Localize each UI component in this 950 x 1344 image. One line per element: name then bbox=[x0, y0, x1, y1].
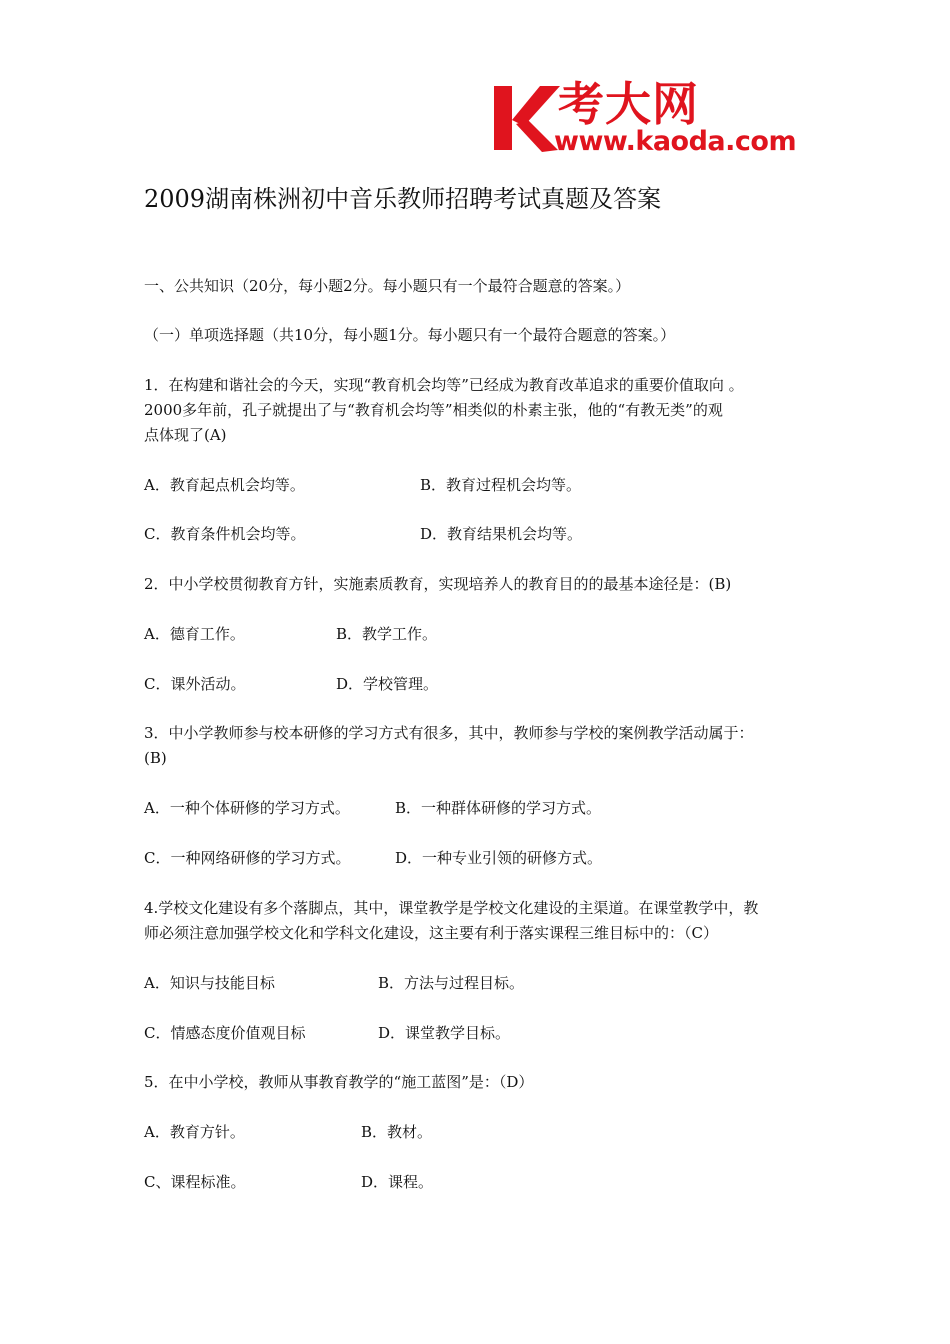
question-5-option-a: A．教育方针。 bbox=[144, 1123, 245, 1141]
question-2-option-c: C．课外活动。 bbox=[144, 675, 246, 693]
question-2-option-a: A．德育工作。 bbox=[144, 625, 245, 643]
question-4-line-2: 师必须注意加强学校文化和学科文化建设，这主要有利于落实课程三维目标中的：（C） bbox=[144, 924, 718, 942]
question-2-line-1: 2．中小学校贯彻教育方针，实施素质教育，实现培养人的教育目的的最基本途径是：(B) bbox=[144, 575, 732, 593]
logo-k-mark-icon bbox=[492, 80, 562, 156]
question-3-option-b: B．一种群体研修的学习方式。 bbox=[395, 799, 602, 817]
question-3-option-c: C．一种网络研修的学习方式。 bbox=[144, 849, 351, 867]
question-4-option-c: C．情感态度价值观目标 bbox=[144, 1024, 306, 1042]
logo-url-text: www.kaoda.com bbox=[554, 126, 797, 157]
question-1-option-d: D．教育结果机会均等。 bbox=[420, 525, 583, 543]
question-4-option-b: B．方法与过程目标。 bbox=[378, 974, 525, 992]
subsection-heading: （一）单项选择题（共10分，每小题1分。每小题只有一个最符合题意的答案。） bbox=[144, 326, 676, 344]
question-1-line-3: 点体现了(A) bbox=[144, 426, 227, 444]
logo-brand-text: 考大网 bbox=[558, 77, 699, 131]
question-1-option-c: C．教育条件机会均等。 bbox=[144, 525, 306, 543]
question-5-line-1: 5．在中小学校，教师从事教育教学的“施工蓝图”是：（D） bbox=[144, 1073, 534, 1091]
question-1-line-1: 1．在构建和谐社会的今天，实现“教育机会均等”已经成为教育改革追求的重要价值取向 。 bbox=[144, 376, 744, 394]
question-3-option-d: D．一种专业引领的研修方式。 bbox=[395, 849, 603, 867]
kaoda-logo bbox=[492, 78, 812, 160]
question-1-option-b: B．教育过程机会均等。 bbox=[420, 476, 582, 494]
question-2-option-d: D．学校管理。 bbox=[336, 675, 439, 693]
section-heading: 一、公共知识（20分，每小题2分。每小题只有一个最符合题意的答案。） bbox=[144, 277, 631, 295]
question-2-option-b: B．教学工作。 bbox=[336, 625, 438, 643]
question-3-line-2: (B) bbox=[144, 749, 167, 767]
question-5-option-c: C、课程标准。 bbox=[144, 1173, 246, 1191]
question-5-option-d: D．课程。 bbox=[361, 1173, 434, 1191]
question-5-option-b: B．教材。 bbox=[361, 1123, 433, 1141]
page-title: 2009湖南株洲初中音乐教师招聘考试真题及答案 bbox=[144, 185, 662, 213]
question-4-option-a: A．知识与技能目标 bbox=[144, 974, 275, 992]
question-1-option-a: A．教育起点机会均等。 bbox=[144, 476, 305, 494]
question-1-line-2: 2000多年前，孔子就提出了与“教育机会均等”相类似的朴素主张，他的“有教无类”的观 bbox=[144, 401, 723, 419]
question-3-option-a: A．一种个体研修的学习方式。 bbox=[144, 799, 350, 817]
question-3-line-1: 3．中小学教师参与校本研修的学习方式有很多，其中，教师参与学校的案例教学活动属于： bbox=[144, 724, 754, 742]
question-4-line-1: 4.学校文化建设有多个落脚点，其中，课堂教学是学校文化建设的主渠道。在课堂教学中，教 bbox=[144, 899, 759, 917]
question-4-option-d: D．课堂教学目标。 bbox=[378, 1024, 511, 1042]
